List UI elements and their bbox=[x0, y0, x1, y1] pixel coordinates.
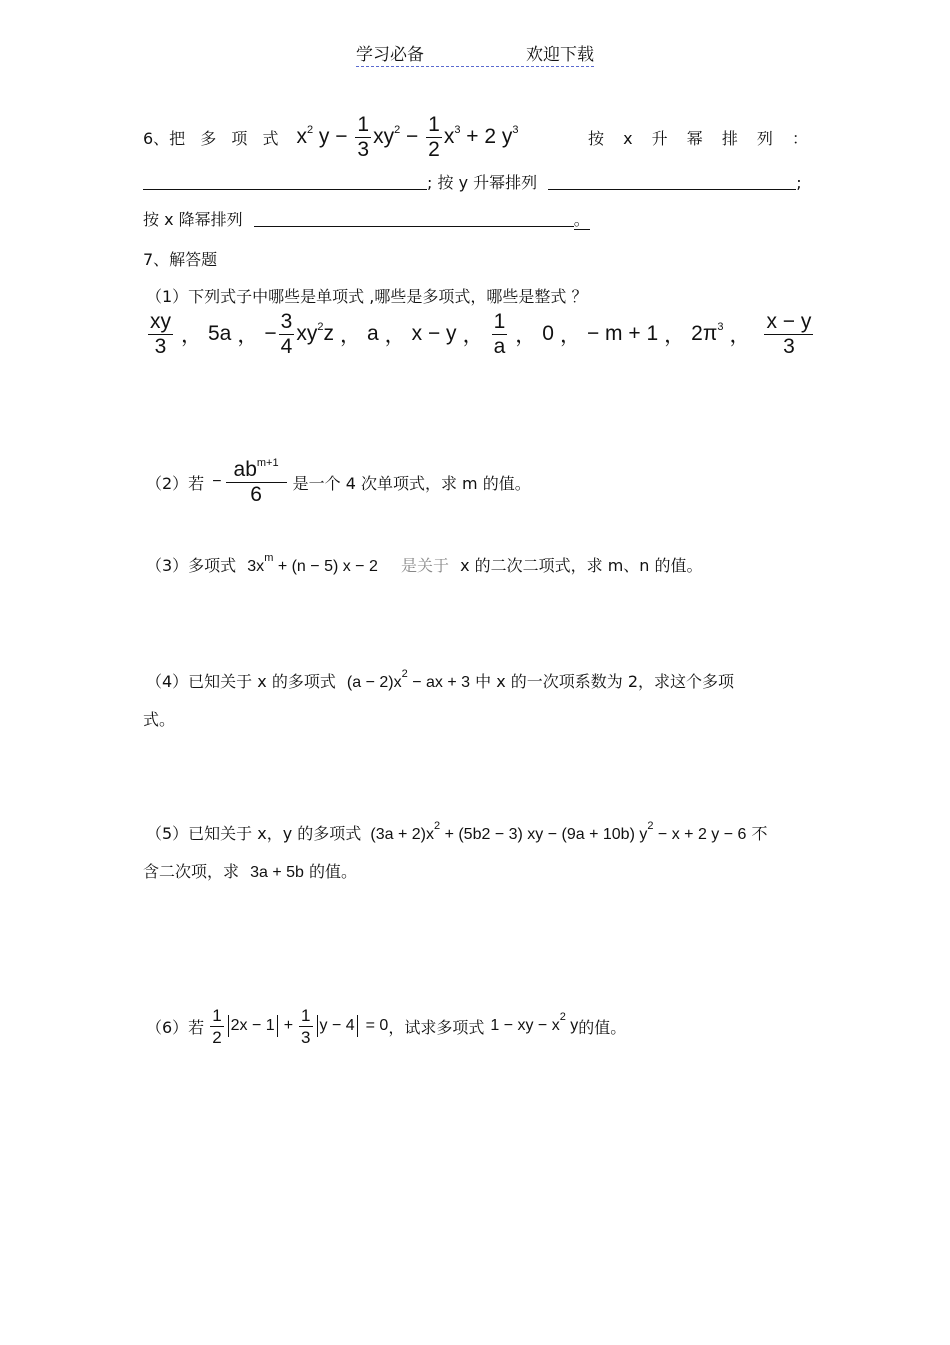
q6-plus: + bbox=[466, 124, 479, 148]
q6-line3-start: 按 x 降幂排列 bbox=[143, 210, 243, 229]
q6-frac1: $\frac{1}{3}$ bbox=[357, 112, 370, 161]
q6-line1 bbox=[143, 112, 808, 162]
p3-end: x 的二次二项式，求 m、n 的值。 bbox=[460, 556, 703, 575]
p1-sep: ， bbox=[237, 324, 259, 347]
p6-plus: + bbox=[283, 1017, 294, 1034]
p6-eq: = 0 bbox=[365, 1017, 389, 1034]
q7-title: 7、解答题 bbox=[143, 250, 218, 269]
p5-start: （5）已知关于 x，y 的多项式 bbox=[146, 824, 362, 843]
p1-expr4: a bbox=[366, 322, 379, 345]
p2-end: 是一个 4 次单项式，求 m 的值。 bbox=[292, 473, 531, 493]
p5-wrap-end: 的值。 bbox=[309, 862, 358, 881]
p6-start: （6）若 bbox=[146, 1017, 205, 1037]
p5-expression: $(3a + 2)x^2 + (5b2 - 3)$ xy − (9a + 10b) $y^2 - x + 2$ y − 6 bbox=[370, 820, 747, 843]
p5-wrap-expr: 3a + 5b bbox=[250, 864, 304, 881]
q6-minus1: − bbox=[335, 124, 348, 148]
p1-sep: ， bbox=[559, 324, 581, 347]
q6-x-exp: 2 bbox=[306, 123, 314, 136]
p2-fraction: $\frac{ab^{m+1}}{6}$ bbox=[226, 458, 287, 507]
p1-expr8: − m + 1 bbox=[586, 322, 659, 345]
q6-line3 bbox=[143, 207, 808, 230]
p6-end: 的值。 bbox=[578, 1017, 627, 1037]
p4-start: （4）已知关于 x 的多项式 bbox=[146, 672, 336, 691]
p1-expr3: − $\frac{3}{4}$ $xy^2z$ bbox=[264, 309, 334, 358]
q6-blank1[interactable] bbox=[143, 173, 427, 190]
q7-p1-text: （1）下列式子中哪些是单项式 ,哪些是多项式，哪些是整式 ？ bbox=[146, 287, 588, 306]
p6-frac2: $\frac{1}{3}$ bbox=[301, 1005, 311, 1047]
q6-expression: $x^2$ y − $\frac{1}{3}$ $xy^2$ − $\frac{1}{2}$ $x^3 + 2$ $y^3$ bbox=[296, 112, 519, 161]
p3-expression: $3x^m + (n - 5) x - 2$ bbox=[247, 552, 378, 575]
p1-sep: ， bbox=[462, 324, 484, 347]
q7-p5 bbox=[146, 821, 810, 844]
q6-x: x bbox=[296, 124, 307, 148]
p1-sep: ， bbox=[339, 324, 361, 347]
p2-sign: − bbox=[212, 473, 222, 490]
p6-frac1: $\frac{1}{2}$ bbox=[212, 1005, 222, 1047]
p1-sep: ， bbox=[515, 324, 537, 347]
q6-blank2[interactable] bbox=[548, 173, 796, 190]
q7-p4-wrap: 式。 bbox=[143, 710, 176, 729]
p1-expr2: 5a bbox=[208, 322, 232, 345]
p1-sep: ， bbox=[384, 324, 406, 347]
q7-p6 bbox=[146, 998, 808, 1054]
page-header bbox=[356, 40, 594, 67]
p6-abs1: 2x − 1 bbox=[230, 1017, 275, 1034]
p1-sep: ， bbox=[729, 324, 751, 347]
q6-line2 bbox=[143, 170, 808, 193]
p1-expr7: 0 bbox=[542, 322, 554, 345]
p3-mid: 是关于 bbox=[400, 556, 449, 575]
q6-blank3[interactable] bbox=[254, 210, 574, 227]
p5-wrap-start: 含二次项，求 bbox=[143, 862, 240, 881]
q7-p1-expressions bbox=[146, 304, 812, 364]
p6-abs2: y − 4 bbox=[319, 1017, 355, 1034]
p4-end: 中 x 的一次项系数为 2，求这个多项 bbox=[475, 672, 735, 691]
header-left: 学习必备 bbox=[356, 45, 424, 65]
q7-p4 bbox=[146, 669, 808, 692]
p1-sep: ， bbox=[181, 324, 202, 347]
header-right: 欢迎下载 bbox=[526, 45, 594, 65]
q6-term3: x bbox=[443, 124, 455, 148]
q6-line2-end: ; bbox=[796, 173, 802, 192]
q7-p2 bbox=[146, 450, 808, 514]
q7-p3 bbox=[146, 553, 808, 576]
q6-minus2: − bbox=[406, 124, 419, 148]
p1-expr6: $\frac{1}{a}$ bbox=[493, 309, 506, 358]
p1-expr5: x − y bbox=[411, 322, 457, 345]
p4-expression: $(a - 2)x^2$ − ax + 3 bbox=[346, 668, 471, 691]
q6-line3-end: 。 bbox=[573, 210, 590, 229]
p6-abs-bar bbox=[277, 1015, 278, 1037]
q6-term4: 2 y bbox=[484, 124, 513, 148]
q6-tail: 按 x 升 幂 排 列 ： bbox=[588, 128, 808, 148]
p1-expr9: $2\pi^3$ bbox=[691, 321, 724, 345]
q6-term2: xy bbox=[373, 124, 395, 148]
p6-expression: 1 − xy − $x^2$ y bbox=[490, 1011, 579, 1034]
p2-start: （2）若 bbox=[146, 473, 205, 493]
p6-abs-bar bbox=[317, 1015, 318, 1037]
p6-mid: ，试求多项式 bbox=[388, 1017, 485, 1037]
p6-abs-bar bbox=[228, 1015, 229, 1037]
q6-y: y bbox=[318, 124, 330, 148]
p3-start: （3）多项式 bbox=[146, 556, 237, 575]
q6-intro: 6、把 多 项 式 bbox=[143, 128, 279, 148]
p6-abs-bar bbox=[357, 1015, 358, 1037]
p1-sep: ， bbox=[664, 324, 686, 347]
p5-end: 不 bbox=[751, 824, 768, 843]
q6-frac2: $\frac{1}{2}$ bbox=[428, 112, 440, 161]
q6-line2-mid: ; 按 y 升幂排列 bbox=[427, 173, 538, 192]
p1-expr10: $\frac{x - y}{3}$ bbox=[766, 309, 812, 358]
q7-p5-wrap bbox=[143, 859, 808, 882]
p1-expr1: $\frac{xy}{3}$ bbox=[150, 309, 171, 358]
